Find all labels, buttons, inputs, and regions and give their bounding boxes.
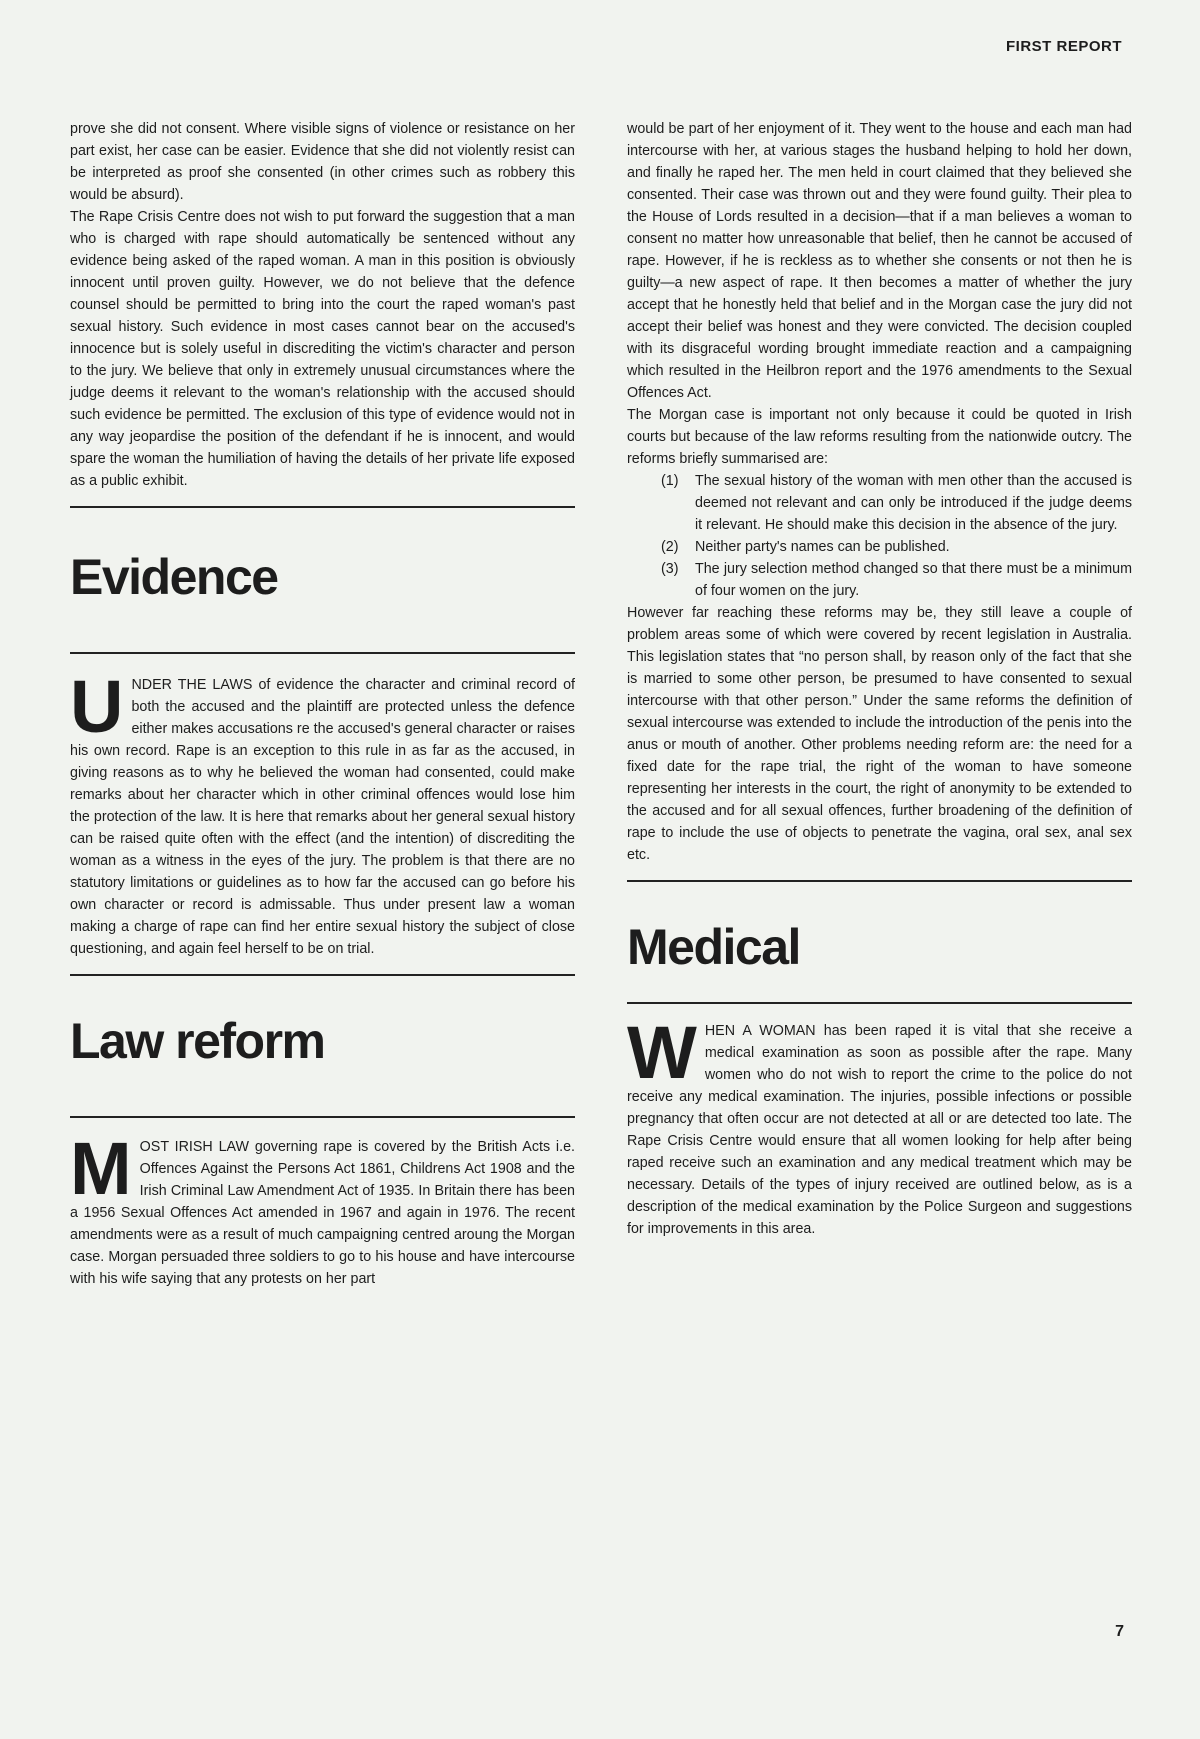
evidence-lead: NDER THE LAWS xyxy=(131,677,253,693)
left-column xyxy=(70,118,575,1290)
medical-paragraph xyxy=(627,1011,1132,1240)
evidence-text: of evidence the character and criminal record of both the accused and the plaintiff are protected unless the defence either makes accusations re the accused's general character or raises his own record. Rape is an exception to this rule in as far as the accused, in giving reasons as to why he believed the woman had consented, could make remarks about her character which in other criminal offences would lose him the protection of the law. It is here that remarks about her general sexual history can be raised quite often with the effect (and the intention) of discrediting the woman as a witness in the eyes of the jury. The problem is that there are no statutory limitations or guidelines as to how far the accused can go before his own character or record is admissable. Thus under present law a woman making a charge of rape can find her entire sexual history the subject of close questioning, and again feel herself to be on trial. xyxy=(70,677,576,957)
right-column xyxy=(627,118,1132,1240)
section-rule xyxy=(70,1116,575,1118)
evidence-heading: Evidence xyxy=(70,549,278,605)
morgan-paragraph-1: would be part of her enjoyment of it. They went to the house and each man had intercourse with her, at various stages the husband helping to hold her down, and finally he raped her. The men held in court claimed that they believed she consented. Their case was thrown out and they were found guilty. Their plea to the House of Lords resulted in a decision—that if a man believes a woman to consent no matter how unreasonable that belief, then he cannot be accused of rape. However, if he is reckless as to whether she consents or not then he is guilty—a new aspect of rape. It then becomes a matter of whether the jury accept that he honestly held that belief and in the Morgan case the jury did not accept their belief was honest and they were convicted. The decision coupled with its disgraceful wording brought immediate reaction and a campaigning which resulted in the Heilbron report and the 1976 amendments to the Sexual Offences Act. xyxy=(627,121,1132,401)
medical-heading: Medical xyxy=(627,919,800,975)
list-item-text: The jury selection method changed so that there must be a minimum of four women on the jury. xyxy=(695,561,1132,599)
law-reform-paragraph xyxy=(70,1127,576,1290)
law-reform-section xyxy=(70,1127,576,1290)
medical-text: has been raped it is vital that she receive a medical examination as soon as possible after the rape. Many women who do not wish to report the crime to the police do not receive any medical examination. The injuries, possible infections or possible pregnancy that often occur are not detected at all or are detected too late. The Rape Crisis Centre would ensure that all women looking for help after being raped receive such an examination and any medical treatment which may be necessary. Details of the types of injury received are outlined below, as is a description of the medical examination by the Police Surgeon and suggestions for improvements in this area. xyxy=(627,1023,1132,1237)
law-reform-lead: OST IRISH LAW xyxy=(139,1139,250,1155)
running-head: FIRST REPORT xyxy=(1005,38,1122,55)
morgan-paragraph-2: The Morgan case is important not only because it could be quoted in Irish courts but because of the law reforms resulting from the nationwide outcry. The reforms briefly summarised are: xyxy=(627,407,1132,467)
intro-paragraph-2: The Rape Crisis Centre does not wish to put forward the suggestion that a man who is charged with rape should automatically be sentenced without any evidence being asked of the raped woman. A man in this position is obviously innocent until proven guilty. However, we do not believe that the defence counsel should be permitted to bring into the court the raped woman's past sexual history. Such evidence in most cases cannot bear on the accused's innocence but is solely useful in discrediting the victim's character and person to the jury. We believe that only in extremely unusual circumstances where the judge deems it relevant to the woman's relationship with the accused should such evidence be permitted. The exclusion of this type of evidence would not in any way jeopardise the position of the defendant if he is innocent, and would spare the woman the humiliation of having the details of her private life exposed as a public exhibit. xyxy=(70,209,575,489)
section-rule xyxy=(70,974,575,976)
section-rule xyxy=(70,506,575,508)
australia-paragraph: However far reaching these reforms may be, they still leave a couple of problem areas some of which were covered by recent legislation in Australia. This legislation states that “no person shall, by reason only of the fact that she is married to some other person, be presumed to have consented to sexual intercourse with that other person.” Under the same reforms the definition of sexual intercourse was extended to include the introduction of the penis into the anus or mouth of another. Other problems needing reform are: the need for a fixed date for the rape trial, the right of the woman to have someone representing her interests in the court, the right of anonymity to be extended to the accused and for all sexual offences, further broadening of the definition of rape to include the use of objects to penetrate the vagina, oral sex, anal sex etc. xyxy=(627,605,1132,863)
list-item-text: Neither party's names can be published. xyxy=(695,539,950,555)
intro-paragraph-1: prove she did not consent. Where visible signs of violence or resistance on her part exist, her case can be easier. Evidence that she did not violently resist can be interpreted as proof she consented (in other crimes such as robbery this would be absurd). xyxy=(70,121,575,203)
section-rule xyxy=(627,1002,1132,1004)
reforms-list xyxy=(627,470,1132,602)
law-reform-text: governing rape is covered by the British Acts i.e. Offences Against the Persons Act 1861, Childrens Act 1908 and the Irish Criminal Law Amendment Act of 1935. In Britain there has been a 1956 Sexual Offences Act amended in 1967 and again in 1976. The recent amendments were as a result of much campaigning centred aroung the Morgan case. Morgan persuaded three soldiers to go to his house and have intercourse with his wife saying that any protests on her part xyxy=(70,1139,576,1287)
list-item-text: The sexual history of the woman with men other than the accused is deemed not relevant and can only be introduced if the judge deems it relevant. He should make this decision in the absence of the jury. xyxy=(695,473,1132,533)
evidence-section xyxy=(70,665,576,960)
medical-section xyxy=(627,1011,1132,1240)
list-item xyxy=(627,470,1132,536)
evidence-paragraph xyxy=(70,665,576,960)
list-item-number: (2) xyxy=(661,539,679,555)
section-rule xyxy=(627,880,1132,882)
evidence-dropcap: U xyxy=(70,665,124,748)
section-rule xyxy=(70,652,575,654)
page-number: 7 xyxy=(1115,1623,1124,1640)
law-reform-dropcap: M xyxy=(70,1127,132,1210)
law-reform-heading: Law reform xyxy=(70,1013,325,1069)
list-item xyxy=(627,558,1132,602)
list-item xyxy=(627,536,1132,558)
medical-lead: HEN A WOMAN xyxy=(704,1023,816,1039)
list-item-number: (3) xyxy=(661,561,679,577)
list-item-number: (1) xyxy=(661,473,679,489)
medical-dropcap: W xyxy=(627,1011,697,1094)
